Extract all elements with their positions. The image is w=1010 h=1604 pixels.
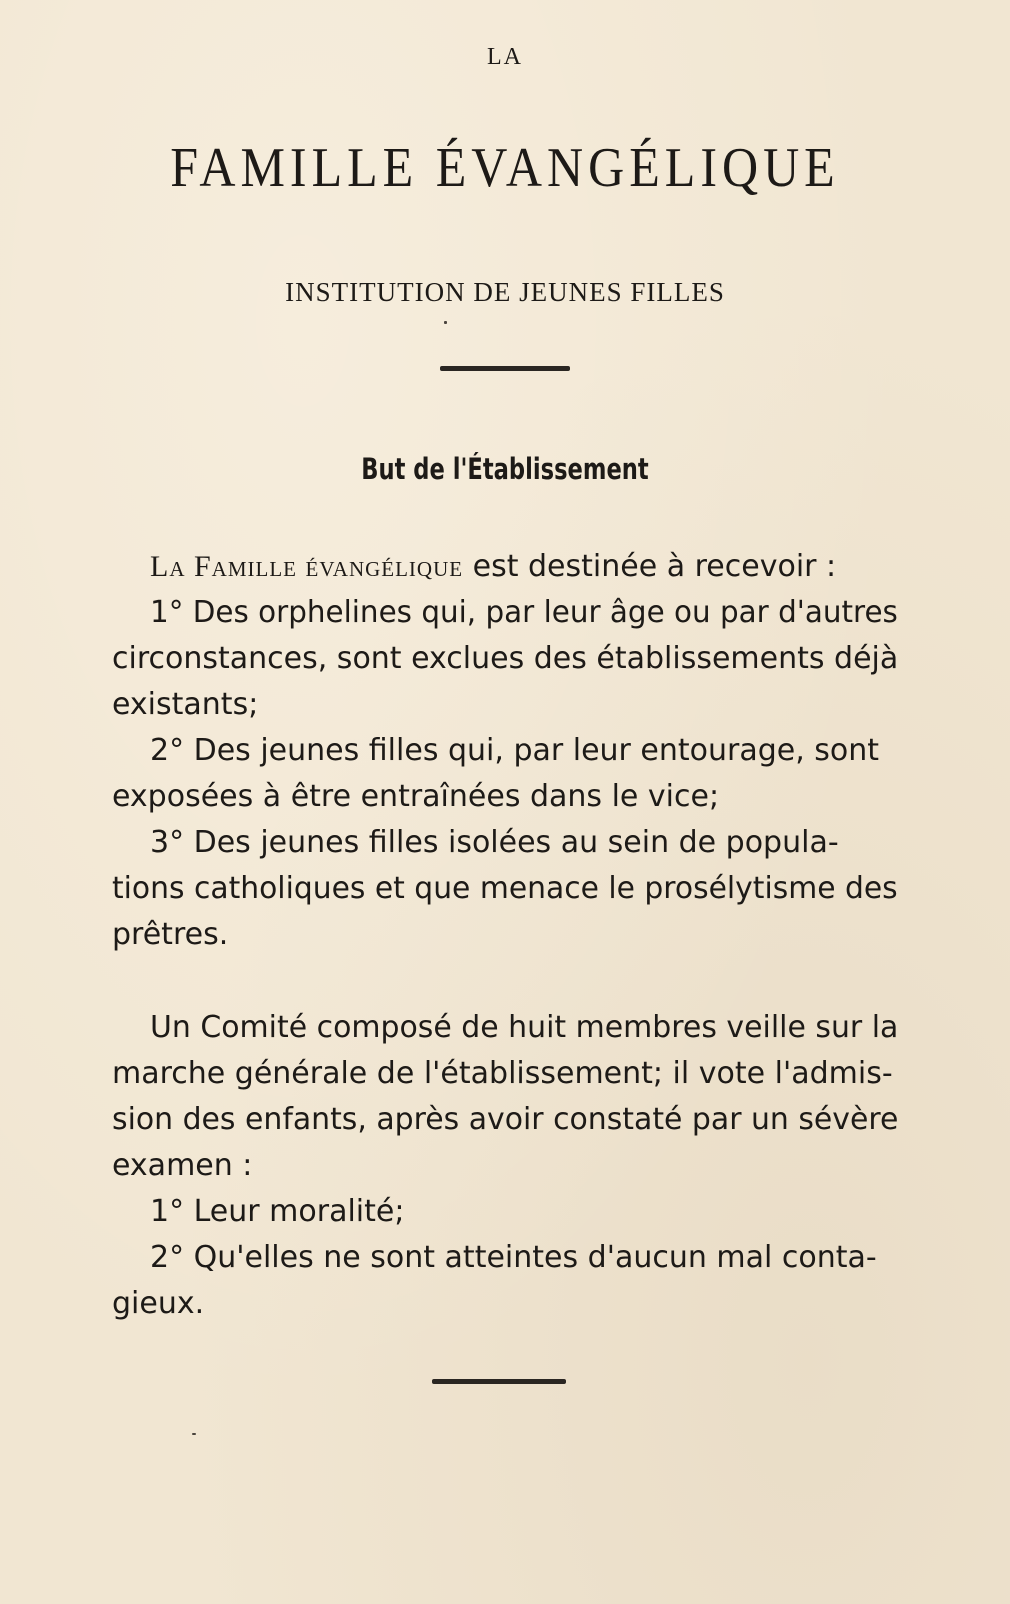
text-line: sion des enfants, après avoir constaté par un sévère bbox=[112, 1102, 899, 1137]
paragraph-purpose bbox=[112, 544, 898, 958]
text-line: prêtres. bbox=[112, 917, 229, 952]
text-line bbox=[112, 544, 898, 590]
text-line: circonstances, sont exclues des établissements déjà bbox=[112, 641, 899, 676]
text-line: 1° Leur moralité; bbox=[150, 1194, 405, 1229]
text-line: existants; bbox=[112, 687, 259, 722]
text-line: exposées à être entraînées dans le vice; bbox=[112, 779, 720, 814]
text-line: marche générale de l'établissement; il vote l'admis- bbox=[112, 1056, 893, 1091]
ornamental-rule-top bbox=[440, 366, 570, 371]
page-title: FAMILLE ÉVANGÉLIQUE bbox=[170, 135, 840, 199]
running-head: LA bbox=[487, 44, 523, 70]
text-line: examen : bbox=[112, 1148, 253, 1183]
text-fragment: est destinée à recevoir : bbox=[463, 549, 837, 584]
text-line: 1° Des orphelines qui, par leur âge ou par d'autres bbox=[150, 595, 898, 630]
page-subtitle: INSTITUTION DE JEUNES FILLES bbox=[285, 277, 725, 307]
ornamental-rule-bottom bbox=[432, 1379, 566, 1384]
section-heading: But de l'Établissement bbox=[361, 452, 649, 486]
text-line: tions catholiques et que menace le prosélytisme des bbox=[112, 871, 898, 906]
text-line: gieux. bbox=[112, 1286, 205, 1321]
text-line: 3° Des jeunes filles isolées au sein de popula- bbox=[150, 825, 839, 860]
paper-speck bbox=[192, 1433, 196, 1435]
paragraph-committee bbox=[112, 1005, 898, 1327]
text-line: 2° Des jeunes filles qui, par leur entourage, sont bbox=[150, 733, 880, 768]
text-line: 2° Qu'elles ne sont atteintes d'aucun mal conta- bbox=[150, 1240, 877, 1275]
paper-speck bbox=[444, 321, 447, 324]
smallcaps-name: La Famille évangélique bbox=[150, 550, 464, 583]
text-line: Un Comité composé de huit membres veille sur la bbox=[150, 1010, 899, 1045]
